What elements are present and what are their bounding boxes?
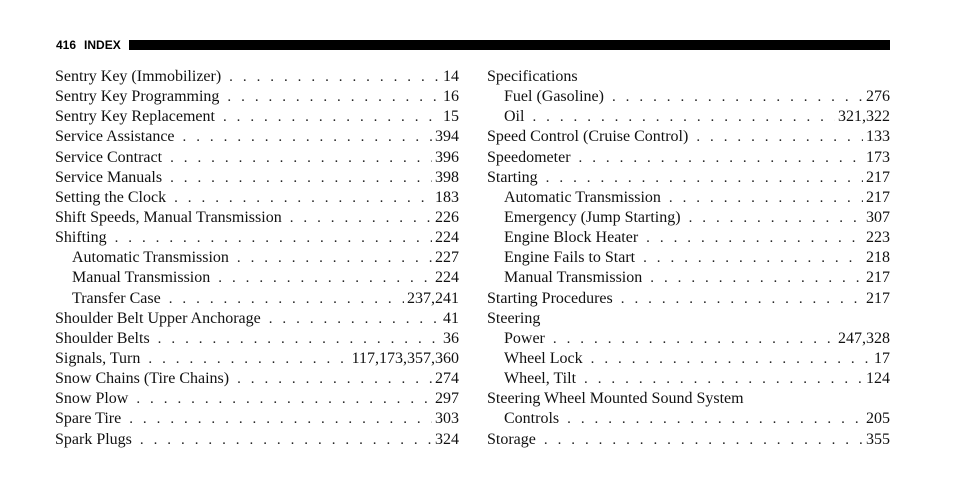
section-title: INDEX: [84, 38, 121, 52]
index-term: Starting Procedures: [487, 289, 613, 307]
page-reference: 303: [435, 410, 459, 428]
index-entry: [487, 430, 890, 450]
index-term: Automatic Transmission: [504, 188, 661, 206]
index-subentry: [487, 87, 890, 107]
index-term: Service Assistance: [55, 128, 175, 146]
index-term: Oil: [504, 108, 525, 126]
page-reference: 394: [435, 128, 459, 146]
page-reference: 17: [874, 349, 890, 367]
index-column-right: [487, 67, 890, 450]
index-term: Sentry Key Replacement: [55, 108, 215, 126]
page-reference: 217: [866, 269, 890, 287]
index-term: Starting: [487, 168, 538, 186]
index-entry: [55, 228, 459, 248]
page-reference: 205: [866, 410, 890, 428]
page-reference: 274: [435, 370, 459, 388]
dot-leader: [183, 127, 432, 147]
dot-leader: [218, 268, 432, 288]
dot-leader: [553, 329, 835, 349]
dot-leader: [237, 369, 432, 389]
index-subentry: [487, 409, 890, 429]
dot-leader: [170, 168, 432, 188]
index-term: Manual Transmission: [72, 269, 211, 287]
dot-leader: [546, 168, 863, 188]
page-reference: 117,173,357,360: [351, 349, 459, 367]
index-term: Shifting: [55, 229, 107, 247]
header-rule: [129, 40, 890, 50]
page-reference: 36: [443, 329, 459, 347]
index-entry: [55, 349, 459, 369]
page-reference: 133: [866, 128, 890, 146]
dot-leader: [140, 430, 432, 450]
index-term: Emergency (Jump Starting): [504, 208, 681, 226]
index-entry: [55, 329, 459, 349]
index-entry: [487, 168, 890, 188]
dot-leader: [591, 349, 871, 369]
index-term: Sentry Key Programming: [55, 88, 220, 106]
index-entry: [55, 369, 459, 389]
index-term: Engine Block Heater: [504, 229, 639, 247]
index-term: Shoulder Belt Upper Anchorage: [55, 309, 261, 327]
page-reference: 226: [435, 208, 459, 226]
index-entry: [487, 389, 890, 409]
index-term: Transfer Case: [72, 289, 161, 307]
index-term: Spare Tire: [55, 410, 122, 428]
dot-leader: [689, 208, 863, 228]
page-reference: 41: [443, 309, 459, 327]
page-reference: 218: [866, 249, 890, 267]
dot-leader: [269, 309, 440, 329]
dot-leader: [579, 148, 863, 168]
index-entry: [55, 188, 459, 208]
dot-leader: [237, 248, 432, 268]
page-number: 416: [56, 38, 77, 52]
index-subentry: [487, 329, 890, 349]
dot-leader: [621, 289, 863, 309]
page-reference: 173: [866, 148, 890, 166]
dot-leader: [136, 389, 432, 409]
dot-leader: [169, 289, 404, 309]
index-entry: [55, 309, 459, 329]
dot-leader: [696, 127, 863, 147]
page-reference: 217: [866, 168, 890, 186]
index-term: Specifications: [487, 68, 578, 85]
index-entry: [55, 87, 459, 107]
index-term: Wheel, Tilt: [504, 370, 577, 388]
page-reference: 183: [435, 188, 459, 206]
dot-leader: [290, 208, 432, 228]
page-reference: 237,241: [407, 289, 459, 307]
index-term: Power: [504, 329, 545, 347]
index-term: Steering: [487, 309, 541, 327]
index-subentry: [487, 349, 890, 369]
dot-leader: [646, 228, 863, 248]
index-entry: [55, 107, 459, 127]
dot-leader: [229, 67, 440, 87]
index-subentry: [55, 289, 459, 309]
dot-leader: [584, 369, 863, 389]
index-term: Storage: [487, 430, 536, 448]
index-subentry: [55, 248, 459, 268]
index-entry: [55, 430, 459, 450]
index-term: Wheel Lock: [504, 349, 583, 367]
page-reference: 224: [435, 229, 459, 247]
index-entry: [487, 67, 890, 87]
index-subentry: [487, 369, 890, 389]
page-reference: 396: [435, 148, 459, 166]
index-column-left: [55, 67, 459, 450]
index-term: Fuel (Gasoline): [504, 88, 604, 106]
page-reference: 398: [435, 168, 459, 186]
index-subentry: [55, 268, 459, 288]
index-entry: [55, 127, 459, 147]
dot-leader: [532, 107, 835, 127]
dot-leader: [129, 409, 432, 429]
index-term: Spark Plugs: [55, 430, 132, 448]
index-entry: [487, 148, 890, 168]
index-term: Manual Transmission: [504, 269, 643, 287]
dot-leader: [170, 148, 432, 168]
page-reference: 223: [866, 229, 890, 247]
page-reference: 15: [443, 108, 459, 126]
index-term: Controls: [504, 410, 560, 428]
index-entry: [487, 127, 890, 147]
index-term: Engine Fails to Start: [504, 249, 636, 267]
page-reference: 307: [866, 208, 890, 226]
index-entry: [55, 148, 459, 168]
index-entry: [55, 67, 459, 87]
index-entry: [55, 168, 459, 188]
page-reference: 217: [866, 289, 890, 307]
page-reference: 124: [866, 370, 890, 388]
page-reference: 321,322: [838, 108, 890, 126]
dot-leader: [227, 87, 440, 107]
dot-leader: [567, 409, 863, 429]
index-entry: [487, 289, 890, 309]
index-term: Speed Control (Cruise Control): [487, 128, 689, 146]
dot-leader: [148, 349, 348, 369]
index-term: Shift Speeds, Manual Transmission: [55, 208, 282, 226]
page-reference: 16: [443, 88, 459, 106]
index-subentry: [487, 188, 890, 208]
dot-leader: [544, 430, 863, 450]
dot-leader: [115, 228, 432, 248]
dot-leader: [174, 188, 432, 208]
index-entry: [55, 208, 459, 228]
index-term: Service Manuals: [55, 168, 163, 186]
page-reference: 227: [435, 249, 459, 267]
index-term: Sentry Key (Immobilizer): [55, 68, 222, 85]
page-reference: 217: [866, 188, 890, 206]
index-subentry: [487, 228, 890, 248]
index-term: Service Contract: [55, 148, 163, 166]
index-subentry: [487, 268, 890, 288]
index-term: Setting the Clock: [55, 188, 167, 206]
page-reference: 297: [435, 390, 459, 408]
page-reference: 355: [866, 430, 890, 448]
page-reference: 247,328: [838, 329, 890, 347]
dot-leader: [158, 329, 440, 349]
index-term: Speedometer: [487, 148, 571, 166]
index-term: Snow Chains (Tire Chains): [55, 370, 230, 388]
index-term: Snow Plow: [55, 390, 129, 408]
index-subentry: [487, 208, 890, 228]
dot-leader: [669, 188, 863, 208]
index-term: Signals, Turn: [55, 349, 141, 367]
index-entry: [55, 389, 459, 409]
page-reference: 324: [435, 430, 459, 448]
index-term: Steering Wheel Mounted Sound System: [487, 390, 744, 408]
page-reference: 14: [443, 68, 459, 85]
index-term: Shoulder Belts: [55, 329, 150, 347]
index-subentry: [487, 248, 890, 268]
dot-leader: [223, 107, 440, 127]
index-subentry: [487, 107, 890, 127]
page-reference: 276: [866, 88, 890, 106]
dot-leader: [612, 87, 863, 107]
dot-leader: [643, 248, 863, 268]
page-header: [56, 38, 890, 52]
page-reference: 224: [435, 269, 459, 287]
index-term: Automatic Transmission: [72, 249, 229, 267]
dot-leader: [650, 268, 863, 288]
index-entry: [55, 409, 459, 429]
index-entry: [487, 309, 890, 329]
